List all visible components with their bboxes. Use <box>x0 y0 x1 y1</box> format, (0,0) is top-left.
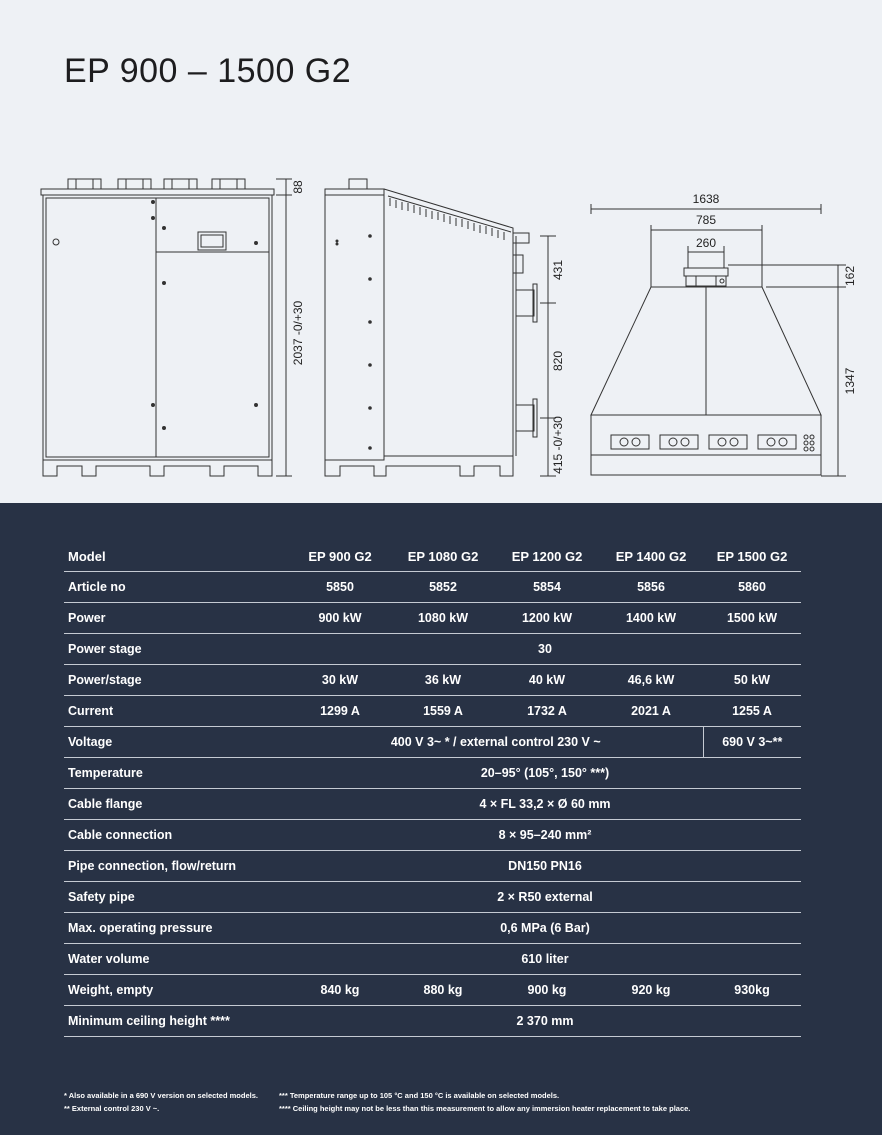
cell-value: 930kg <box>703 975 801 1006</box>
table-row-voltage <box>64 727 801 758</box>
table-row-temperature <box>64 758 801 789</box>
table-row-cable-connection <box>64 820 801 851</box>
page-title: EP 900 – 1500 G2 <box>64 52 352 90</box>
dim-top-mid: 785 <box>695 213 717 227</box>
model-header: EP 1080 G2 <box>391 541 495 572</box>
row-label: Current <box>64 696 289 727</box>
row-label: Safety pipe <box>64 882 289 913</box>
top-view-drawing <box>591 204 846 476</box>
cell-value: 880 kg <box>391 975 495 1006</box>
footnotes-right <box>279 1089 690 1115</box>
spec-table <box>64 541 801 1037</box>
cell-value: 1400 kW <box>599 603 703 634</box>
model-header: EP 1400 G2 <box>599 541 703 572</box>
cell-value: 5854 <box>495 572 599 603</box>
cell-value: 50 kW <box>703 665 801 696</box>
cell-value: 5850 <box>289 572 391 603</box>
footnote: * Also available in a 690 V version on selected models. <box>64 1091 258 1100</box>
row-label: Power stage <box>64 634 289 665</box>
cell-value: 46,6 kW <box>599 665 703 696</box>
cell-value: DN150 PN16 <box>289 851 801 882</box>
model-header: EP 1200 G2 <box>495 541 599 572</box>
cell-value: 2021 A <box>599 696 703 727</box>
row-label: Weight, empty <box>64 975 289 1006</box>
cell-value: 2 × R50 external <box>289 882 801 913</box>
cell-value: 30 kW <box>289 665 391 696</box>
cell-value: 1500 kW <box>703 603 801 634</box>
table-row-water-volume <box>64 944 801 975</box>
table-row-safety-pipe <box>64 882 801 913</box>
dim-front-top: 88 <box>291 180 305 194</box>
dim-side-middle: 820 <box>551 350 565 372</box>
dim-top-right-small: 162 <box>843 265 857 287</box>
drawing-section <box>0 0 882 503</box>
cell-value: 610 liter <box>289 944 801 975</box>
cell-value: 1732 A <box>495 696 599 727</box>
row-label: Cable flange <box>64 789 289 820</box>
table-row-pipe-connection <box>64 851 801 882</box>
model-header: EP 900 G2 <box>289 541 391 572</box>
table-row-max-pressure <box>64 913 801 944</box>
cell-value: 5856 <box>599 572 703 603</box>
footnotes-left <box>64 1089 258 1115</box>
table-row-current <box>64 696 801 727</box>
cell-value: 40 kW <box>495 665 599 696</box>
cell-value: 900 kW <box>289 603 391 634</box>
cell-value: 1299 A <box>289 696 391 727</box>
dim-top-right-large: 1347 <box>843 367 857 395</box>
row-label: Max. operating pressure <box>64 913 289 944</box>
dim-top-inner: 260 <box>695 236 717 250</box>
table-row-article <box>64 572 801 603</box>
table-row-power <box>64 603 801 634</box>
cell-value: 840 kg <box>289 975 391 1006</box>
cell-value: 1080 kW <box>391 603 495 634</box>
footnote: **** Ceiling height may not be less than this measurement to allow any immersion heater replacement to take place. <box>279 1104 691 1113</box>
cell-value: 400 V 3~ * / external control 230 V ~ <box>289 727 703 758</box>
cell-value: 5852 <box>391 572 495 603</box>
cell-value: 36 kW <box>391 665 495 696</box>
cell-value: 1255 A <box>703 696 801 727</box>
table-row-power-per-stage <box>64 665 801 696</box>
cell-value: 920 kg <box>599 975 703 1006</box>
cell-value: 20–95° (105°, 150° ***) <box>289 758 801 789</box>
footnote: ** External control 230 V ~. <box>64 1104 160 1113</box>
cell-value: 1200 kW <box>495 603 599 634</box>
dim-side-lower: 415 -0/+30 <box>551 416 565 474</box>
row-label: Water volume <box>64 944 289 975</box>
table-row-cable-flange <box>64 789 801 820</box>
table-row-weight <box>64 975 801 1006</box>
cell-value: 0,6 MPa (6 Bar) <box>289 913 801 944</box>
cell-value: 900 kg <box>495 975 599 1006</box>
table-row-power-stage <box>64 634 801 665</box>
cell-value: 30 <box>289 634 801 665</box>
model-header: EP 1500 G2 <box>703 541 801 572</box>
cell-value: 4 × FL 33,2 × Ø 60 mm <box>289 789 801 820</box>
front-view-drawing <box>41 179 292 476</box>
row-label: Power <box>64 603 289 634</box>
table-header-row <box>64 541 801 572</box>
cell-value: 2 370 mm <box>289 1006 801 1037</box>
row-label: Power/stage <box>64 665 289 696</box>
row-label: Article no <box>64 572 289 603</box>
row-label: Cable connection <box>64 820 289 851</box>
technical-drawings <box>0 160 882 490</box>
footnote: *** Temperature range up to 105 °C and 150 °C is available on selected models. <box>279 1091 560 1100</box>
side-view-drawing <box>325 179 556 476</box>
dim-top-width: 1638 <box>692 192 720 206</box>
row-label: Minimum ceiling height **** <box>64 1006 289 1037</box>
row-label: Voltage <box>64 727 289 758</box>
cell-value: 5860 <box>703 572 801 603</box>
row-label: Pipe connection, flow/return <box>64 851 289 882</box>
dim-side-upper: 431 <box>551 259 565 281</box>
row-label: Temperature <box>64 758 289 789</box>
cell-value: 8 × 95–240 mm² <box>289 820 801 851</box>
table-header-label: Model <box>64 541 289 572</box>
cell-value: 690 V 3~** <box>703 727 801 758</box>
spec-section <box>0 503 882 1135</box>
dim-front-height: 2037 -0/+30 <box>291 300 305 366</box>
cell-value: 1559 A <box>391 696 495 727</box>
table-row-ceiling <box>64 1006 801 1037</box>
